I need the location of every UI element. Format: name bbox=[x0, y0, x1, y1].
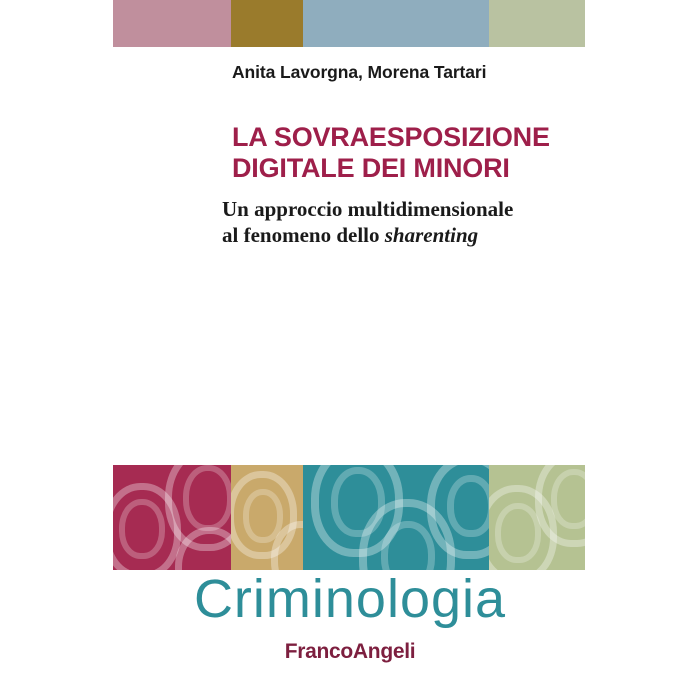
publisher-logo bbox=[0, 640, 700, 664]
title-line-2: DIGITALE DEI MINORI bbox=[232, 153, 510, 183]
subtitle-line-2 bbox=[222, 222, 662, 248]
subtitle-keyword-sharenting: sharenting bbox=[384, 223, 479, 247]
fingerprint-block-crimson bbox=[113, 465, 231, 570]
fingerprint-icon bbox=[447, 475, 489, 537]
color-block-sage bbox=[489, 0, 585, 47]
publisher-name-part1: Franco bbox=[284, 640, 353, 663]
title-line-1: LA SOVRAESPOSIZIONE bbox=[232, 122, 550, 152]
fingerprint-block-olive bbox=[489, 465, 585, 570]
color-block-ochre bbox=[231, 0, 303, 47]
series-title: Criminologia bbox=[193, 569, 507, 629]
fingerprint-icon bbox=[551, 469, 585, 529]
authors: Anita Lavorgna, Morena Tartari bbox=[232, 62, 487, 82]
fingerprint-block-sand bbox=[231, 465, 303, 570]
book-title bbox=[232, 122, 662, 184]
fingerprint-block-teal bbox=[303, 465, 489, 570]
fingerprint-icon bbox=[119, 499, 165, 559]
subtitle-line-2-prefix: al fenomeno dello bbox=[222, 223, 385, 247]
color-block-rose bbox=[113, 0, 231, 47]
top-color-band bbox=[113, 0, 585, 47]
fingerprint-icon bbox=[495, 503, 541, 563]
color-block-blue bbox=[303, 0, 489, 47]
fingerprint-icon bbox=[183, 465, 231, 531]
bottom-fingerprint-band bbox=[113, 465, 585, 570]
publisher-name-part2: Angeli bbox=[352, 640, 416, 663]
book-subtitle bbox=[222, 196, 662, 248]
subtitle-line-1: Un approccio multidimensionale bbox=[222, 197, 514, 221]
